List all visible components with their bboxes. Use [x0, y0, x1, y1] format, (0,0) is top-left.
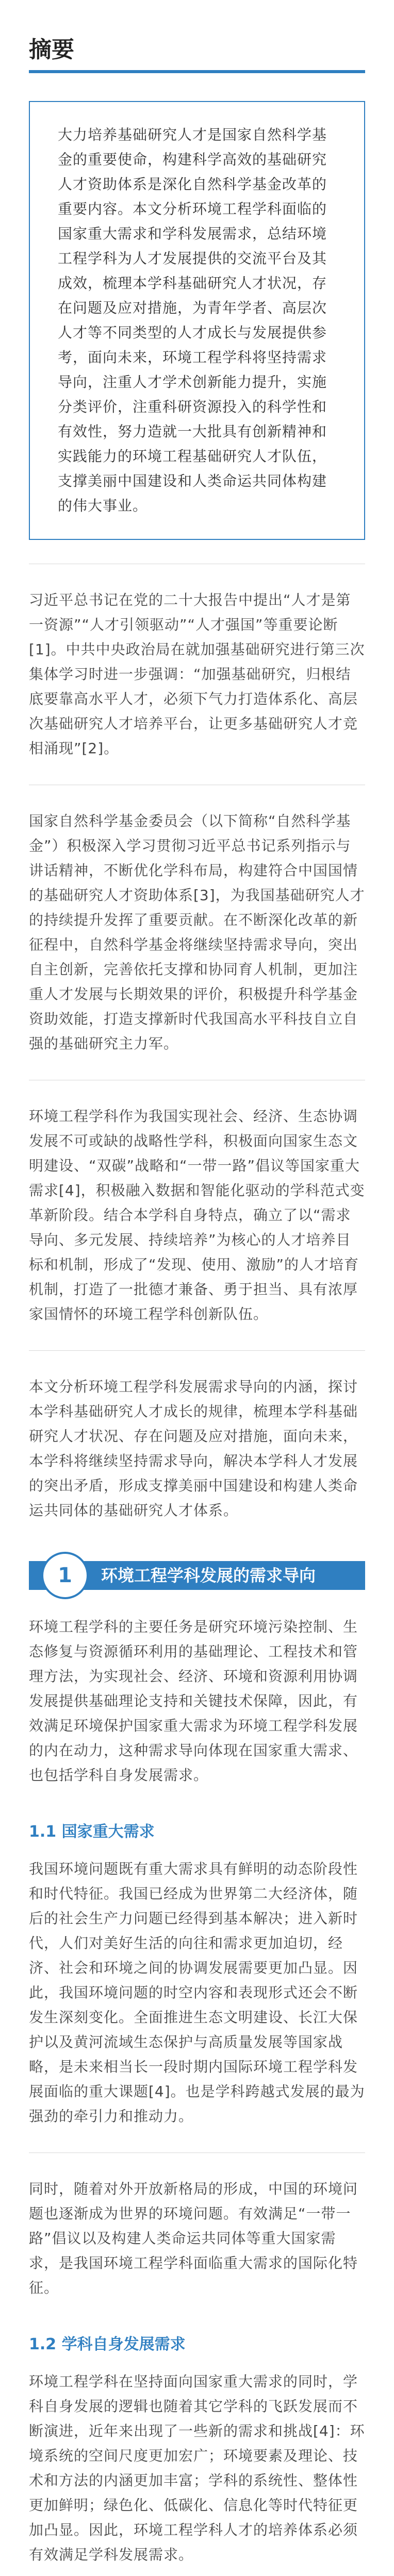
paragraph-national-needs: 我国环境问题既有重大需求具有鲜明的动态阶段性和时代特征。我国已经成为世界第二大经济体，随后的社会生产力问题已经得到基本解决；进入新时代，人们对美好生活的向往和需求更加迫切，经济、社会和环境之间的协调发展需要更加凸显。因此，我国环境问题的时空内容和表现形式还会不断发生深刻变化。全面推进生态文明建设、长江大保护以及黄河流域生态保护与高质量发展等国家战略，是未来相当长一段时期内国际环境工程学科发展面临的重大课题[4]。也是学科跨越式发展的最为强劲的牵引力和推动力。: [29, 1860, 365, 2125]
divider: [29, 1350, 365, 1351]
abstract-header: [0, 0, 394, 83]
abstract-text: 大力培养基础研究人才是国家自然科学基金的重要使命，构建科学高效的基础研究人才资助体系是深化自然科学基金改革的重要内容。本文分析环境工程学科面临的国家重大需求和学科发展需求，总结环境工程学科为人才发展提供的交流平台及其成效，梳理本学科基础研究人才状况，存在问题及应对措施，为青年学者、高层次人才等不同类型的人才成长与发展提供参考，面向未来，环境工程学科将坚持需求导向，注重人才学术创新能力提升，实施分类评价，注重科研资源投入的科学性和有效性，努力造就一大批具有创新精神和实践能力的环境工程基础研究人才队伍，支撑美丽中国建设和人类命运共同体构建的伟大事业。: [58, 126, 327, 514]
page-title: 摘要: [29, 37, 74, 63]
section-title: 环境工程学科发展的需求导向: [101, 1566, 316, 1585]
paragraph-discipline-needs: 环境工程学科在坚持面向国家重大需求的同时，学科自身发展的逻辑也随着其它学科的飞跃发展而不断演进，近年来出现了一些新的需求和挑战[4]：环境系统的空间尺度更加宏广；环境要素及理论、技术和方法的内涵更加丰富；学科的系统性、整体性更加鲜明；绿色化、低碳化、信息化等时代特征更加凸显。因此，环境工程学科人才的培养体系必须有效满足学科发展需求。: [29, 2373, 365, 2563]
paragraph-international: 同时，随着对外开放新格局的形成，中国的环境问题也逐渐成为世界的环境问题。有效满足“一带一路”倡议以及构建人类命运共同体等重大国家需求，是我国环境工程学科面临重大需求的国际化特征。: [29, 2180, 358, 2296]
article-body: [0, 564, 394, 2576]
paragraph-section1: 环境工程学科的主要任务是研究环境污染控制、生态修复与资源循环利用的基础理论、工程技术和管理方法，为实现社会、经济、环境和资源利用协调发展提供基础理论支持和关键技术保障，因此，有效满足环境保护国家重大需求为环境工程学科发展的内在动力，这种需求导向体现在国家重大需求、也包括学科自身发展需求。: [29, 1618, 358, 1784]
section-number: 1: [41, 1552, 89, 1599]
title-underline: [29, 70, 365, 73]
subsection-heading-1-2: 1.2 学科自身发展需求: [29, 2335, 186, 2353]
paragraph-intro-1: 习近平总书记在党的二十大报告中提出“人才是第一资源”“人才引领驱动”“人才强国”等重要论断[1]。中共中央政治局在就加强基础研究进行第三次集体学习时进一步强调：“加强基础研究，归根结底要靠高水平人才，必须下气力打造体系化、高层次基础研究人才培养平台，让更多基础研究人才竞相涌现”[2]。: [29, 591, 365, 757]
subsection-heading-1-1: 1.1 国家重大需求: [29, 1823, 155, 1841]
abstract-box: [29, 101, 365, 540]
paragraph-intro-2: 国家自然科学基金委员会（以下简称“自然科学基金”）积极深入学习贯彻习近平总书记系列指示与讲话精神，不断优化学科布局，构建符合中国国情的基础研究人才资助体系[3]，为我国基础研究人才的持续提升发挥了重要贡献。在不断深化改革的新征程中，自然科学基金将继续坚持需求导向，突出自主创新，完善依托支撑和协同育人机制，更加注重人才发展与长期效果的评价，积极提升科学基金资助效能，打造支撑新时代我国高水平科技自立自强的基础研究主力军。: [29, 812, 365, 1052]
paragraph-intro-4: 本文分析环境工程学科发展需求导向的内涵，探讨本学科基础研究人才成长的规律，梳理本学科基础研究人才状况、存在问题及应对措施，面向未来，本学科将继续坚持需求导向，解决本学科人才发展的突出矛盾，形成支撑美丽中国建设和构建人类命运共同体的基础研究人才体系。: [29, 1378, 358, 1519]
paragraph-intro-3: 环境工程学科作为我国实现社会、经济、生态协调发展不可或缺的战略性学科，积极面向国家生态文明建设、“双碳”战略和“一带一路”倡议等国家重大需求[4]，积极融入数据和智能化驱动的学科范式变革新阶段。结合本学科自身特点，确立了以“需求导向、多元发展、持续培养”为核心的人才培养目标和机制，形成了“发现、使用、激励”的人才培育机制，打造了一批德才兼备、勇于担当、具有浓厚家国情怀的环境工程学科创新队伍。: [29, 1108, 365, 1323]
section-heading-1: [29, 1552, 365, 1599]
